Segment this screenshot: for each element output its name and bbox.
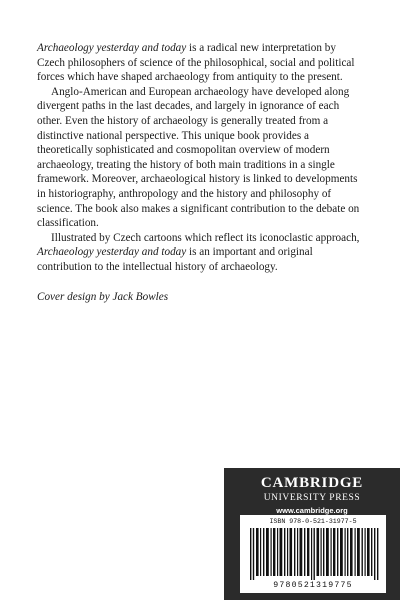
publisher-url: www.cambridge.org bbox=[276, 506, 348, 515]
isbn-barcode-box bbox=[240, 515, 386, 593]
blurb-text: is a radical new interpretation by Czech philosophers of science of the philosophical, social and political forces which have shaped archaeology from antiquity to the present. bbox=[37, 42, 355, 84]
blurb-text: Illustrated by Czech cartoons which reflect its iconoclastic approach, bbox=[51, 231, 360, 244]
publisher-name: CAMBRIDGE bbox=[260, 475, 364, 491]
blurb-text: is an important and original contribution to the intellectual history of archaeology. bbox=[37, 246, 313, 273]
blurb-paragraph-2: Anglo-American and European archaeology have developed along divergent paths in the last decades, and largely in ignorance of each other. Even the history of archaeology is generally treated from a distinctive national perspective. This unique book provides a theoretically sophisticated and cosmopolitan overview of modern archaeology, treating the history of both main traditions in a single framework. Moreover, archaeological history is linked to developments in historiography, anthropology and the history and philosophy of science. The book also makes a significant contribution to the debate on classification. bbox=[37, 85, 360, 230]
publisher-subtitle: UNIVERSITY PRESS bbox=[263, 493, 361, 503]
blurb-paragraph-3 bbox=[37, 231, 364, 275]
isbn-label: ISBN 978-0-521-31977-5 bbox=[269, 518, 357, 525]
barcode-icon bbox=[250, 528, 380, 580]
cover-design-credit: Cover design by Jack Bowles bbox=[37, 291, 169, 303]
barcode-number: 9780521319775 bbox=[273, 581, 353, 590]
blurb-paragraph-1 bbox=[37, 41, 364, 85]
book-title-italic: Archaeology yesterday and today bbox=[37, 42, 187, 54]
cover-blurb bbox=[37, 41, 364, 275]
book-title-italic: Archaeology yesterday and today bbox=[37, 246, 187, 259]
